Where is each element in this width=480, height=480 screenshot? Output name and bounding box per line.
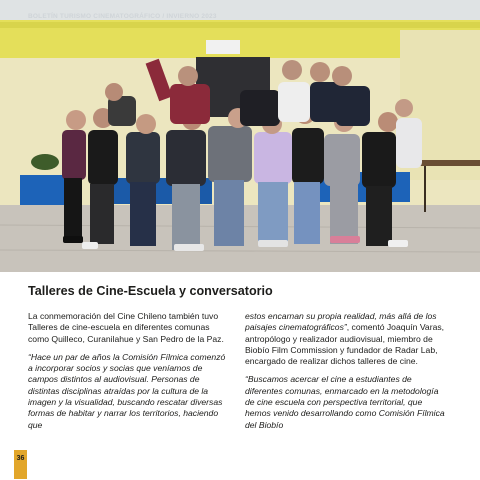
quote-paragraph: “Hace un par de años la Comisión Fílmica comenzó a incorporar socios y socias que veníamos de campos distintos al audiovisual. Personas de distintas disciplinas atraídas por la cultura de la imagen y la visualidad, buscando rescatar diversas formas de habitar y narrar los territorios, haciendo que: [28, 351, 226, 430]
paragraph: La conmemoración del Cine Chileno también tuvo Talleres de cine-escuela en diferentes comunas como Quilleco, Curanilahue y San Pedro de la Paz.: [28, 311, 224, 344]
article-column-left: [28, 311, 226, 438]
article-title: Talleres de Cine-Escuela y conversatorio: [28, 284, 273, 298]
quote-continuation: estos encarnan su propia realidad, más allá de los paisajes cinematográficos”: [245, 311, 437, 333]
article-column-right: [245, 311, 445, 438]
running-header: BOLETÍN TURISMO CINEMATOGRÁFICO / INVIERNO 2023: [28, 13, 217, 20]
page-number: 36: [14, 450, 27, 479]
paragraph: [245, 311, 445, 367]
paragraph-text: , comentó Joaquín Varas, antropólogo y realizador audiovisual, miembro de Biobío Film Commission y fundador de Radar Lab, encargado de realizar dichos talleres de cine.: [245, 322, 445, 367]
quote-paragraph: “Buscamos acercar el cine a estudiantes de diferentes comunas, enmarcado en la metodología de cine escuela con perspectiva territorial, que hemos venido desarrollando como Comisión Fílmica del Biobío: [245, 374, 445, 430]
